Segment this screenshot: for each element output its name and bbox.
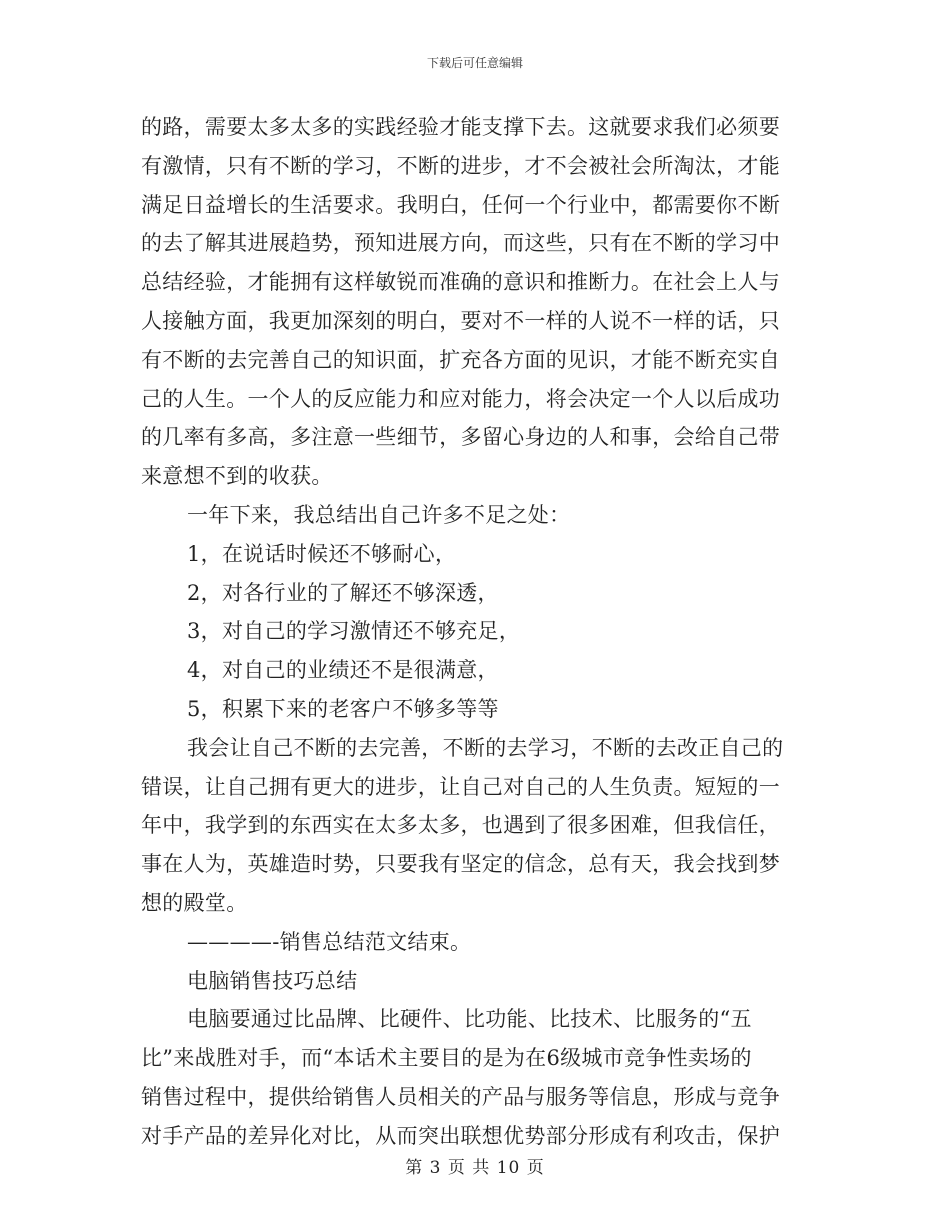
text-line: 来意想不到的收获。 — [141, 464, 333, 489]
section-heading: 电脑销售技巧总结 — [187, 968, 358, 993]
text-line: 一年下来，我总结出自己许多不足之处： — [187, 502, 571, 527]
text-line: 人接触方面，我更加深刻的明白，要对不一样的人说不一样的话，只 — [141, 308, 780, 333]
text-line: 销售过程中，提供给销售人员相关的产品与服务等信息，形成与竞争 — [141, 1084, 780, 1109]
text-line: 我会让自己不断的去完善，不断的去学习，不断的去改正自己的 — [187, 735, 784, 760]
document-body — [141, 108, 809, 1156]
text-line: 的路，需要太多太多的实践经验才能支撑下去。这就要求我们必须要 — [141, 115, 780, 139]
text-line: 总结经验，才能拥有这样敏锐而准确的意识和推断力。在社会上人与 — [141, 270, 780, 295]
text-line: 己的人生。一个人的反应能力和应对能力，将会决定一个人以后成功 — [141, 386, 780, 411]
text-line: 错误，让自己拥有更大的进步，让自己对自己的人生负责。短短的一 — [141, 774, 780, 799]
text-line: 电脑要通过比品牌、比硬件、比功能、比技术、比服务的“五 — [187, 1007, 752, 1032]
text-line: 的几率有多高，多注意一些细节，多留心身边的人和事，会给自己带 — [141, 425, 780, 450]
list-item: 1，在说话时候还不够耐心， — [187, 541, 457, 566]
text-line: 年中，我学到的东西实在太多太多，也遇到了很多困难，但我信任， — [141, 813, 780, 838]
page-header: 下载后可任意编辑 — [426, 56, 523, 70]
list-item: 3，对自己的学习激情还不够充足， — [187, 619, 521, 644]
list-item: 4，对自己的业绩还不是很满意， — [187, 658, 499, 683]
text-line: 有不断的去完善自己的知识面，扩充各方面的见识，才能不断充实自 — [141, 347, 780, 372]
text-line: 事在人为，英雄造时势，只要我有坚定的信念，总有天，我会找到梦 — [141, 852, 780, 877]
text-line: 比”来战胜对手，而“本话术主要目的是为在6级城市竞争性卖场的 — [141, 1046, 752, 1071]
page-number: 第 3 页 共 10 页 — [405, 1158, 545, 1178]
text-line: 对手产品的差异化对比，从而突出联想优势部分形成有利攻击，保护 — [141, 1123, 780, 1148]
list-item: 5，积累下来的老客户不够多等等 — [187, 696, 499, 721]
text-line: ————-销售总结范文结束。 — [187, 929, 472, 954]
text-line: 的去了解其进展趋势，预知进展方向，而这些，只有在不断的学习中 — [141, 231, 780, 256]
text-line: 有激情，只有不断的学习，不断的进步，才不会被社会所淘汰，才能 — [141, 153, 780, 178]
text-line: 想的殿堂。 — [141, 890, 248, 915]
text-line: 满足日益增长的生活要求。我明白，任何一个行业中，都需要你不断 — [141, 192, 780, 217]
list-item: 2，对各行业的了解还不够深透， — [187, 580, 499, 605]
